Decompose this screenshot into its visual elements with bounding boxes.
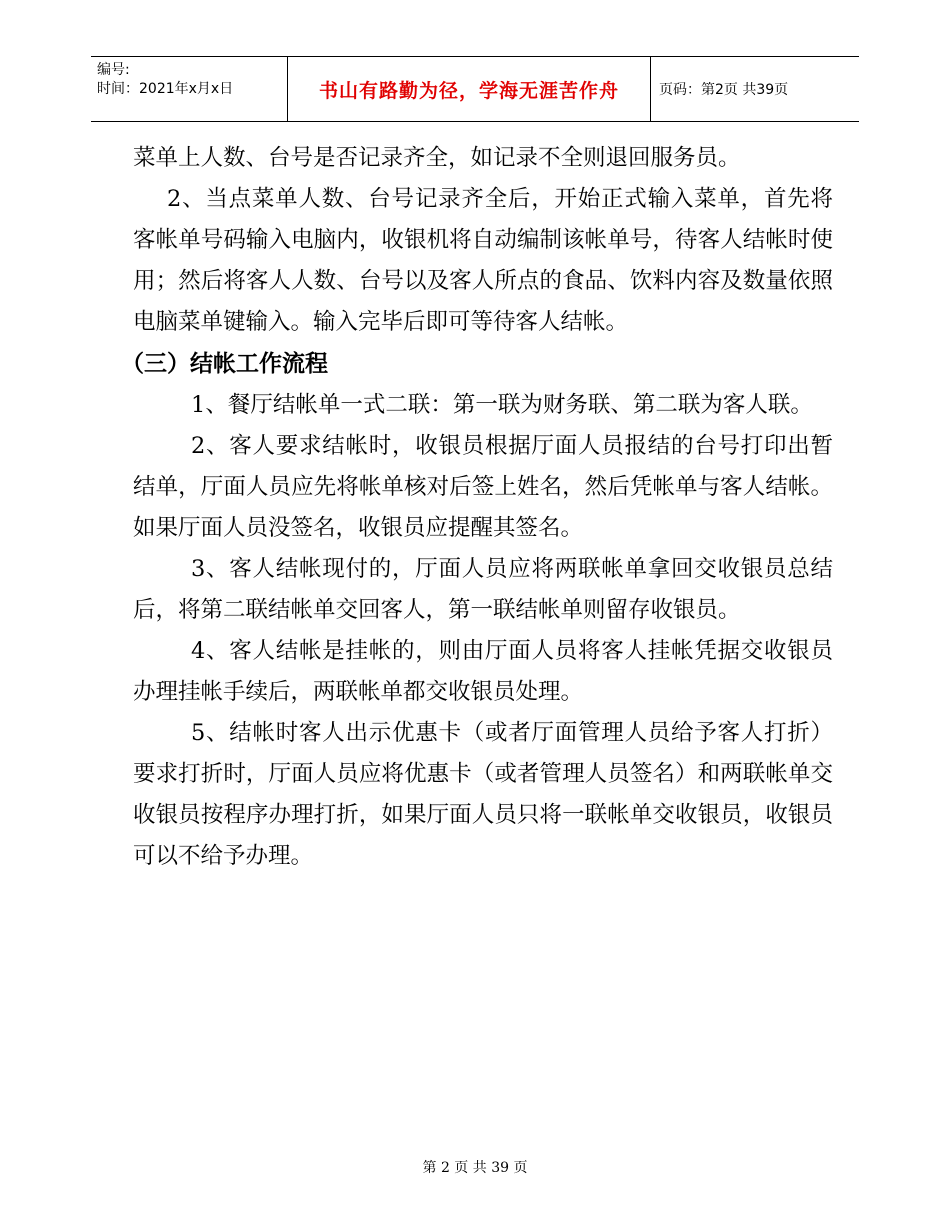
header-meta xyxy=(91,57,287,121)
page-header xyxy=(91,56,859,122)
page-footer: 第 2 页 共 39 页 xyxy=(422,1160,528,1176)
time-label: 时间：2021年x月x日 xyxy=(97,81,234,97)
list-item-3: 3、客人结帐现付的，厅面人员应将两联帐单拿回交收银员总结后，将第二联结帐单交回客人，第一联结帐单则留存收银员。 xyxy=(133,556,833,623)
list-item-4: 4、客人结帐是挂帐的，则由厅面人员将客人挂帐凭据交收银员办理挂帐手续后，两联帐单都交收银员处理。 xyxy=(133,638,833,705)
list-item-5: 5、结帐时客人出示优惠卡（或者厅面管理人员给予客人打折）要求打折时，厅面人员应将优惠卡（或者管理人员签名）和两联帐单交收银员按程序办理打折，如果厅面人员只将一联帐单交收银员，收银员可以不给予办理。 xyxy=(133,720,833,869)
number-label: 编号: xyxy=(97,62,130,78)
list-item-1: 1、餐厅结帐单一式二联：第一联为财务联、第二联为客人联。 xyxy=(191,392,813,418)
paragraph-2: 2、当点菜单人数、台号记录齐全后，开始正式输入菜单，首先将客帐单号码输入电脑内，收银机将自动编制该帐单号，待客人结帐时使用；然后将客人人数、台号以及客人所点的食品、饮料内容及数量依照电脑菜单键输入。输入完毕后即可等待客人结帐。 xyxy=(133,186,833,335)
motto-text: 书山有路勤为径，学海无涯苦作舟 xyxy=(318,79,619,102)
paragraph-1: 菜单上人数、台号是否记录齐全，如记录不全则退回服务员。 xyxy=(133,145,741,171)
section-heading: （三）结帐工作流程 xyxy=(121,351,328,377)
header-motto-cell xyxy=(287,57,651,121)
list-item-2: 2、客人要求结帐时，收银员根据厅面人员报结的台号打印出暂结单，厅面人员应先将帐单核对后签上姓名，然后凭帐单与客人结帐。如果厅面人员没签名，收银员应提醒其签名。 xyxy=(133,433,833,541)
document-body xyxy=(121,138,833,877)
header-page-info: 页码：第2页 共39页 xyxy=(659,82,789,98)
